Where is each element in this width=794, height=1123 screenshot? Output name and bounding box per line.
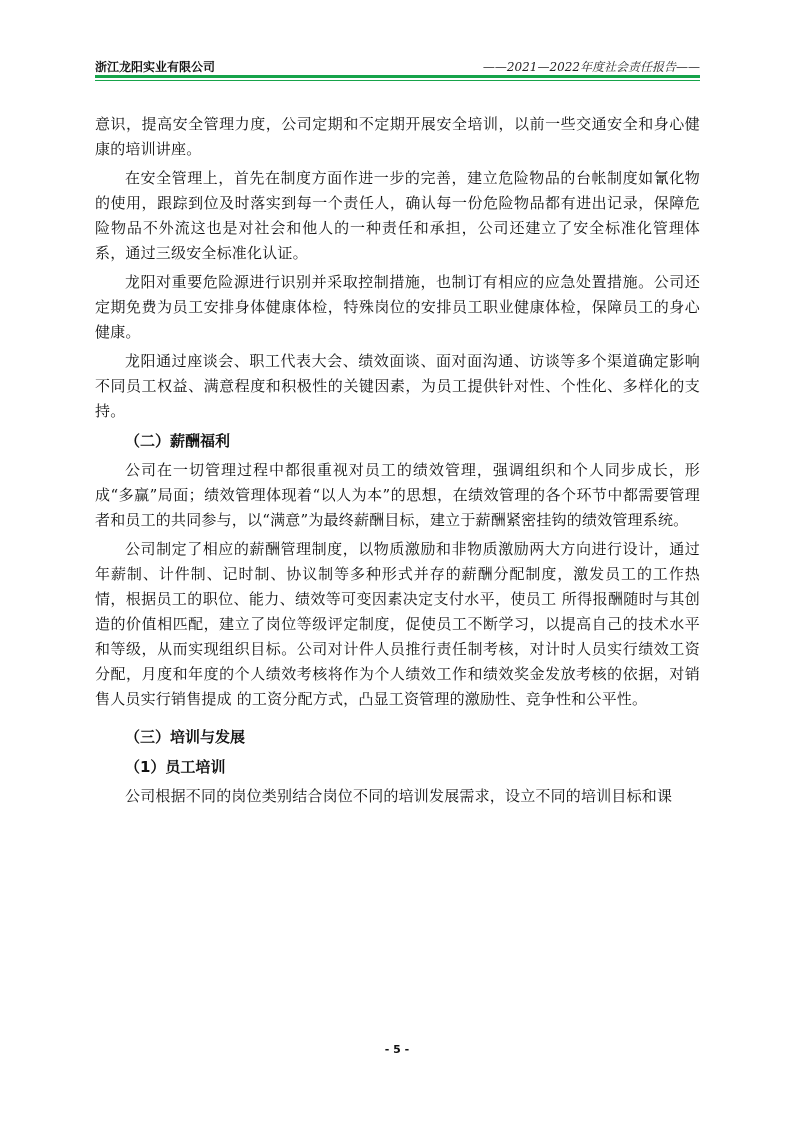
section-heading-salary: （二）薪酬福利 — [125, 432, 231, 450]
paragraph: 龙阳对重要危险源进行识别并采取控制措施，也制订有相应的应急处置措施。公司还定期免费为员工安排身体健康体检，特殊岗位的安排员工职业健康体检，保障员工的身心健康。 — [95, 273, 700, 341]
report-title: ——2021—2022年度社会责任报告—— — [482, 60, 700, 74]
page-header — [95, 54, 700, 76]
company-name: 浙江龙阳实业有限公司 — [95, 60, 216, 74]
header-rule-thin — [95, 80, 700, 81]
header-rule-thick — [95, 75, 700, 78]
paragraph: 在安全管理上，首先在制度方面作进一步的完善，建立危险物品的台帐制度如氰化物的使用，跟踪到位及时落实到每一个责任人，确认每一份危险物品都有进出记录，保障危险物品不外流这也是对社会和他人的一种责任和承担，公司还建立了安全标准化管理体系，通过三级安全标准化认证。 — [95, 169, 700, 262]
paragraph: 公司根据不同的岗位类别结合岗位不同的培训发展需求，设立不同的培训目标和课 — [125, 787, 673, 805]
paragraph: 龙阳通过座谈会、职工代表大会、绩效面谈、面对面沟通、访谈等多个渠道确定影响不同员工权益、满意程度和积极性的关键因素，为员工提供针对性、个性化、多样化的支持。 — [95, 352, 700, 420]
paragraph: 意识，提高安全管理力度，公司定期和不定期开展安全培训，以前一些交通安全和身心健康的培训讲座。 — [95, 115, 700, 158]
section-heading-training: （三）培训与发展 — [125, 728, 246, 746]
paragraph: 公司制定了相应的薪酬管理制度，以物质激励和非物质激励两大方向进行设计，通过年薪制、计件制、记时制、协议制等多种形式并存的薪酬分配制度，激发员工的工作热情，根据员工的职位、能力、绩效等可变因素决定支付水平，使员工 所得报酬随时与其创造的价值相匹配，建立了岗位等级评定制度，促使员工不断学习，以提高自己的技术水平和等级，从而实现组织目标。公司对计件人员推行责任制考核，对计时人员实行绩效工资分配，月度和年度的个人绩效考核将作为个人绩效工作和绩效奖金发放考核的依据，对销售人员实行销售提成 的工资分配方式，凸显工资管理的激励性、竞争性和公平性。 — [95, 540, 700, 708]
page-number: - 5 - — [384, 1043, 410, 1056]
page-body — [95, 112, 700, 813]
paragraph: 公司在一切管理过程中都很重视对员工的绩效管理，强调组织和个人同步成长，形成“多赢”局面；绩效管理体现着“以人为本”的思想，在绩效管理的各个环节中都需要管理者和员工的共同参与，以“满意”为最终薪酬目标，建立于薪酬紧密挂钩的绩效管理系统。 — [95, 461, 700, 529]
subsection-heading-staff-training: （1）员工培训 — [125, 758, 226, 776]
